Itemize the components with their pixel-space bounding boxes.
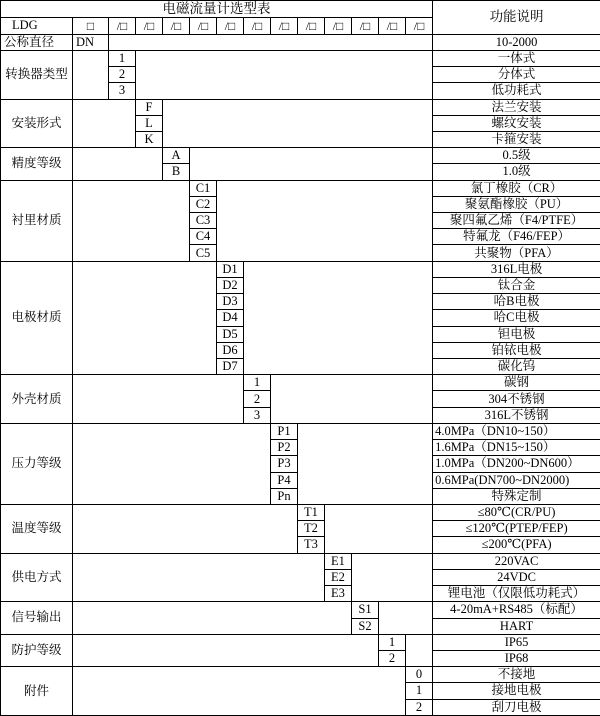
spacer-cell bbox=[73, 553, 325, 602]
model-box-11: /□ bbox=[379, 18, 406, 34]
category-label-temperature: 温度等级 bbox=[1, 504, 73, 553]
spacer-cell bbox=[379, 602, 433, 634]
model-box-4: /□ bbox=[190, 18, 217, 34]
model-box-6: /□ bbox=[244, 18, 271, 34]
category-label-housing: 外壳材质 bbox=[1, 375, 73, 424]
desc-cell: 钛合金 bbox=[433, 277, 600, 293]
desc-cell: 刮刀电极 bbox=[433, 699, 600, 715]
spacer-cell bbox=[217, 180, 433, 261]
model-box-5: /□ bbox=[217, 18, 244, 34]
desc-cell: 特殊定制 bbox=[433, 488, 600, 504]
desc-cell: ≤120℃(PTEP/FEP) bbox=[433, 521, 600, 537]
spacer-cell bbox=[73, 634, 379, 666]
spacer-cell bbox=[73, 375, 244, 424]
code-cell: 2 bbox=[379, 650, 406, 666]
spacer-cell bbox=[163, 99, 433, 148]
desc-cell: 0.6MPa(DN700~DN2000) bbox=[433, 472, 600, 488]
desc-cell: ≤80℃(CR/PU) bbox=[433, 504, 600, 520]
code-cell: P2 bbox=[271, 440, 298, 456]
model-box-7: /□ bbox=[271, 18, 298, 34]
option-row bbox=[1, 375, 600, 391]
category-label-dn: 公称直径 bbox=[1, 34, 73, 50]
model-box-12: /□ bbox=[406, 18, 433, 34]
code-cell: 2 bbox=[406, 699, 433, 715]
code-cell: 0 bbox=[406, 667, 433, 683]
desc-cell: 304不锈钢 bbox=[433, 391, 600, 407]
spacer-cell bbox=[271, 375, 433, 424]
desc-cell: 0.5级 bbox=[433, 148, 600, 164]
spacer-cell bbox=[406, 634, 433, 666]
desc-cell: 一体式 bbox=[433, 50, 600, 66]
desc-cell: 1.0MPa（DN200~DN600） bbox=[433, 456, 600, 472]
code-cell: C3 bbox=[190, 213, 217, 229]
desc-cell: HART bbox=[433, 618, 600, 634]
option-row bbox=[1, 261, 600, 277]
category-label-accuracy: 精度等级 bbox=[1, 148, 73, 180]
code-cell: 1 bbox=[109, 50, 136, 66]
desc-cell: 哈C电极 bbox=[433, 310, 600, 326]
code-cell: P4 bbox=[271, 472, 298, 488]
desc-cell: 特氟龙（F46/FEP） bbox=[433, 229, 600, 245]
model-box-1: /□ bbox=[109, 18, 136, 34]
category-label-pressure: 压力等级 bbox=[1, 423, 73, 504]
code-cell: D5 bbox=[217, 326, 244, 342]
desc-cell: 220VAC bbox=[433, 553, 600, 569]
code-cell: 1 bbox=[379, 634, 406, 650]
code-cell: P1 bbox=[271, 423, 298, 439]
option-row bbox=[1, 423, 600, 439]
spacer-cell bbox=[298, 423, 433, 504]
code-cell: D3 bbox=[217, 294, 244, 310]
code-cell: D6 bbox=[217, 342, 244, 358]
desc-cell: 碳化钨 bbox=[433, 359, 600, 375]
desc-cell: 分体式 bbox=[433, 67, 600, 83]
code-cell: D4 bbox=[217, 310, 244, 326]
desc-cell: 316L不锈钢 bbox=[433, 407, 600, 423]
model-box-10: /□ bbox=[352, 18, 379, 34]
desc-cell: 24VDC bbox=[433, 569, 600, 585]
desc-cell: 卡箍安装 bbox=[433, 131, 600, 147]
desc-cell: 碳钢 bbox=[433, 375, 600, 391]
code-cell: 1 bbox=[406, 683, 433, 699]
code-cell: 3 bbox=[109, 83, 136, 99]
desc-cell: 4.0MPa（DN10~150） bbox=[433, 423, 600, 439]
desc-cell: 法兰安装 bbox=[433, 99, 600, 115]
desc-cell: 聚四氟乙烯（F4/PTFE） bbox=[433, 213, 600, 229]
desc-cell: IP68 bbox=[433, 650, 600, 666]
code-cell: C5 bbox=[190, 245, 217, 261]
spacer-cell bbox=[73, 423, 271, 504]
code-cell: E1 bbox=[325, 553, 352, 569]
desc-cell-dn: 10-2000 bbox=[433, 34, 600, 50]
code-cell: A bbox=[163, 148, 190, 164]
desc-cell: 316L电极 bbox=[433, 261, 600, 277]
code-cell: T3 bbox=[298, 537, 325, 553]
spacer-cell bbox=[73, 99, 136, 148]
option-row bbox=[1, 50, 600, 66]
spacer-cell bbox=[73, 667, 406, 716]
code-cell: D7 bbox=[217, 359, 244, 375]
category-label-signal-output: 信号输出 bbox=[1, 602, 73, 634]
option-row bbox=[1, 180, 600, 196]
spacer-cell bbox=[73, 50, 109, 99]
option-row bbox=[1, 553, 600, 569]
code-cell: E2 bbox=[325, 569, 352, 585]
desc-cell: 钽电极 bbox=[433, 326, 600, 342]
desc-cell: IP65 bbox=[433, 634, 600, 650]
code-cell: D2 bbox=[217, 277, 244, 293]
model-box-2: /□ bbox=[136, 18, 163, 34]
dn-row bbox=[1, 34, 600, 50]
desc-cell: 接地电极 bbox=[433, 683, 600, 699]
category-label-protection: 防护等级 bbox=[1, 634, 73, 666]
spacer-cell bbox=[244, 261, 433, 375]
code-cell-dn: DN bbox=[73, 34, 109, 50]
spacer-cell bbox=[190, 148, 433, 180]
function-desc-header: 功能说明 bbox=[433, 1, 600, 35]
desc-cell: 不接地 bbox=[433, 667, 600, 683]
code-cell: 3 bbox=[244, 407, 271, 423]
desc-cell: 螺纹安装 bbox=[433, 115, 600, 131]
spacer-cell bbox=[73, 504, 298, 553]
desc-cell: 哈B电极 bbox=[433, 294, 600, 310]
model-box-3: /□ bbox=[163, 18, 190, 34]
code-cell: T2 bbox=[298, 521, 325, 537]
code-cell: C4 bbox=[190, 229, 217, 245]
code-cell: K bbox=[136, 131, 163, 147]
option-row bbox=[1, 148, 600, 164]
category-label-mounting: 安装形式 bbox=[1, 99, 73, 148]
code-cell: E3 bbox=[325, 586, 352, 602]
spacer-cell bbox=[136, 50, 433, 99]
code-cell: 1 bbox=[244, 375, 271, 391]
desc-cell: 共聚物（PFA） bbox=[433, 245, 600, 261]
code-cell: B bbox=[163, 164, 190, 180]
desc-cell: 锂电池（仅限低功耗式） bbox=[433, 586, 600, 602]
option-row bbox=[1, 602, 600, 618]
code-cell: S2 bbox=[352, 618, 379, 634]
spacer-cell bbox=[73, 261, 217, 375]
desc-cell: 低功耗式 bbox=[433, 83, 600, 99]
desc-cell: 1.0级 bbox=[433, 164, 600, 180]
code-cell: S1 bbox=[352, 602, 379, 618]
desc-cell: 1.6MPa（DN15~150） bbox=[433, 440, 600, 456]
spacer-cell bbox=[73, 148, 163, 180]
desc-cell: 聚氨酯橡胶（PU） bbox=[433, 196, 600, 212]
desc-cell: 氯丁橡胶（CR） bbox=[433, 180, 600, 196]
category-label-electrode: 电极材质 bbox=[1, 261, 73, 375]
model-box-dn: □ bbox=[73, 18, 109, 34]
code-cell: C2 bbox=[190, 196, 217, 212]
category-label-converter-type: 转换器类型 bbox=[1, 50, 73, 99]
code-cell: 2 bbox=[244, 391, 271, 407]
spacer-cell bbox=[73, 602, 352, 634]
spacer-cell bbox=[109, 34, 433, 50]
spacer-cell bbox=[73, 180, 190, 261]
desc-cell: ≤200℃(PFA) bbox=[433, 537, 600, 553]
category-label-accessories: 附件 bbox=[1, 667, 73, 716]
code-cell: L bbox=[136, 115, 163, 131]
option-row bbox=[1, 634, 600, 650]
spacer-cell bbox=[325, 504, 433, 553]
model-box-9: /□ bbox=[325, 18, 352, 34]
option-row bbox=[1, 99, 600, 115]
model-prefix: LDG bbox=[1, 18, 73, 34]
option-row bbox=[1, 667, 600, 683]
code-cell: 2 bbox=[109, 67, 136, 83]
code-cell: C1 bbox=[190, 180, 217, 196]
category-label-power-supply: 供电方式 bbox=[1, 553, 73, 602]
option-row bbox=[1, 504, 600, 520]
model-box-8: /□ bbox=[298, 18, 325, 34]
table-title: 电磁流量计选型表 bbox=[1, 1, 433, 18]
code-cell: P3 bbox=[271, 456, 298, 472]
desc-cell: 4-20mA+RS485（标配） bbox=[433, 602, 600, 618]
spacer-cell bbox=[352, 553, 433, 602]
desc-cell: 铂铱电极 bbox=[433, 342, 600, 358]
code-cell: Pn bbox=[271, 488, 298, 504]
code-cell: T1 bbox=[298, 504, 325, 520]
category-label-liner: 衬里材质 bbox=[1, 180, 73, 261]
code-cell: D1 bbox=[217, 261, 244, 277]
code-cell: F bbox=[136, 99, 163, 115]
